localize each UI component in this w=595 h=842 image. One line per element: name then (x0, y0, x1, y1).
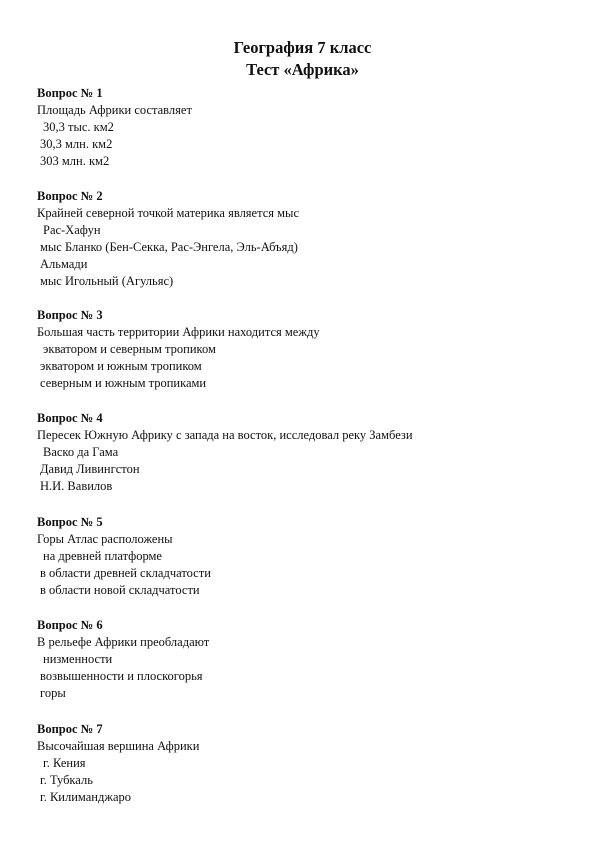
question-label: Вопрос № 2 (37, 189, 103, 203)
question-label: Вопрос № 3 (37, 308, 103, 322)
question-7 (37, 721, 557, 806)
question-4 (37, 410, 557, 495)
answer-option: в области древней складчатости (40, 566, 211, 580)
answer-option: Альмади (40, 257, 88, 271)
answer-list (37, 755, 557, 806)
question-label: Вопрос № 4 (37, 411, 103, 425)
answer-option: 30,3 млн. км2 (40, 137, 113, 151)
document-title: География 7 класс (233, 38, 372, 57)
answer-option: 303 млн. км2 (40, 154, 110, 168)
answer-list (37, 444, 557, 495)
answer-option: Н.И. Вавилов (40, 479, 113, 493)
answer-option: горы (40, 686, 66, 700)
answer-option: мыс Игольный (Агульяс) (40, 274, 174, 288)
question-2 (37, 188, 557, 290)
answer-option: Давид Ливингстон (40, 462, 140, 476)
answer-list (37, 651, 557, 702)
question-5 (37, 514, 557, 599)
answer-option: г. Килиманджаро (40, 790, 132, 804)
answer-option: Рас-Хафун (43, 223, 101, 237)
answer-option: г. Кения (43, 756, 86, 770)
answer-option: на древней платформе (43, 549, 162, 563)
question-text: Большая часть территории Африки находится между (37, 325, 320, 339)
answer-list (37, 119, 557, 170)
answer-list (37, 548, 557, 599)
answer-option: г. Тубкаль (40, 773, 93, 787)
answer-option: низменности (43, 652, 113, 666)
answer-list (37, 222, 557, 290)
question-text: Площадь Африки составляет (37, 103, 192, 117)
answer-option: Васко да Гама (43, 445, 119, 459)
question-text: В рельефе Африки преобладают (37, 635, 210, 649)
question-label: Вопрос № 1 (37, 86, 103, 100)
question-text: Высочайшая вершина Африки (37, 739, 200, 753)
answer-option: 30,3 тыс. км2 (43, 120, 114, 134)
question-text: Пересек Южную Африку с запада на восток, исследовал реку Замбези (37, 428, 413, 442)
answer-option: северным и южным тропиками (40, 376, 207, 390)
answer-option: возвышенности и плоскогорья (40, 669, 203, 683)
question-label: Вопрос № 5 (37, 515, 103, 529)
question-6 (37, 617, 557, 702)
question-1 (37, 85, 557, 170)
question-text: Крайней северной точкой материка является мыс (37, 206, 299, 220)
question-3 (37, 307, 557, 392)
question-text: Горы Атлас расположены (37, 532, 173, 546)
question-label: Вопрос № 7 (37, 722, 103, 736)
answer-option: в области новой складчатости (40, 583, 200, 597)
answer-list (37, 341, 557, 392)
answer-option: экватором и северным тропиком (43, 342, 216, 356)
question-label: Вопрос № 6 (37, 618, 103, 632)
document-subtitle: Тест «Африка» (246, 60, 359, 79)
answer-option: экватором и южным тропиком (40, 359, 202, 373)
answer-option: мыс Бланко (Бен-Секка, Рас-Энгела, Эль-Абъяд) (40, 240, 298, 254)
